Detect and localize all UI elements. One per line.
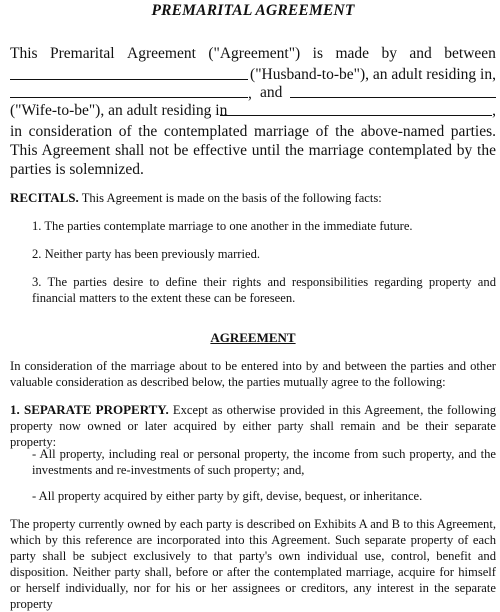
wife-name-blank[interactable] bbox=[290, 83, 496, 98]
agreement-consideration: In consideration of the marriage about to be entered into by and between the parties and other valuable consideration as described below, the parties mutually agree to the following: bbox=[10, 359, 496, 389]
husband-label: ("Husband-to-be"), an adult residing in, bbox=[250, 66, 496, 83]
comma-separator: , bbox=[248, 85, 252, 102]
recitals-intro bbox=[10, 190, 496, 206]
property-bullet: - All property acquired by either party by gift, devise, bequest, or inheritance. bbox=[32, 489, 423, 503]
recital-item: 1. The parties contemplate marriage to one another in the immediate future. bbox=[32, 219, 413, 233]
agreement-heading: AGREEMENT bbox=[210, 330, 296, 345]
husband-residence-blank[interactable] bbox=[10, 83, 248, 98]
and-word: and bbox=[260, 84, 283, 101]
intro-line-4 bbox=[10, 101, 496, 120]
recital-item: 2. Neither party has been previously married. bbox=[32, 247, 261, 261]
husband-name-blank[interactable] bbox=[10, 65, 248, 80]
intro-consideration: in consideration of the contemplated marriage of the above-named parties. This Agreement shall not be effective until the marriage contemplated by the parties is solemnized. bbox=[10, 123, 496, 178]
intro-word: This bbox=[10, 45, 38, 62]
recitals-heading: RECITALS. bbox=[10, 190, 79, 205]
intro-word: Agreement bbox=[127, 45, 196, 62]
separate-property-paragraph bbox=[10, 402, 496, 450]
intro-word: Premarital bbox=[50, 45, 115, 62]
intro-word: between bbox=[444, 45, 496, 62]
intro-line-2 bbox=[10, 65, 496, 85]
wife-label: ("Wife-to-be"), an adult residing in bbox=[10, 102, 228, 119]
separate-property-text: Except as otherwise provided in this Agreement, the following property now owned or later acquired by either party shall remain and be their separate property: bbox=[10, 403, 496, 449]
recital-item: 3. The parties desire to define their rights and responsibilities regarding property and financial matters to the extent these can be foreseen. bbox=[32, 275, 496, 305]
line-end-comma: , bbox=[492, 102, 496, 119]
intro-line-1 bbox=[10, 44, 496, 63]
intro-word: and bbox=[409, 45, 432, 62]
wife-residence-blank[interactable] bbox=[220, 101, 492, 116]
document-title: PREMARITAL AGREEMENT bbox=[151, 2, 355, 19]
recitals-text: This Agreement is made on the basis of the following facts: bbox=[81, 191, 382, 205]
separate-property-heading: 1. SEPARATE PROPERTY. bbox=[10, 402, 169, 417]
intro-line-3 bbox=[10, 83, 496, 103]
exhibits-paragraph: The property currently owned by each party is described on Exhibits A and B to this Agreement, which by this reference are incorporated into this Agreement. Such separate property of each party shall be subject exclusively to that party's own individual use, control, benefit and disposition. Neither party shall, before or after the contemplated marriage, acquire for himself or herself individually, nor for his or her assignees or creditors, any interest in the separate property bbox=[10, 517, 496, 611]
intro-word: is bbox=[312, 45, 323, 62]
intro-word: made bbox=[335, 45, 370, 62]
intro-word: ("Agreement") bbox=[208, 45, 301, 62]
intro-word: by bbox=[381, 45, 397, 62]
property-bullet: - All property, including real or personal property, the income from such property, and the investments and re-investments of such property; and, bbox=[32, 447, 496, 477]
